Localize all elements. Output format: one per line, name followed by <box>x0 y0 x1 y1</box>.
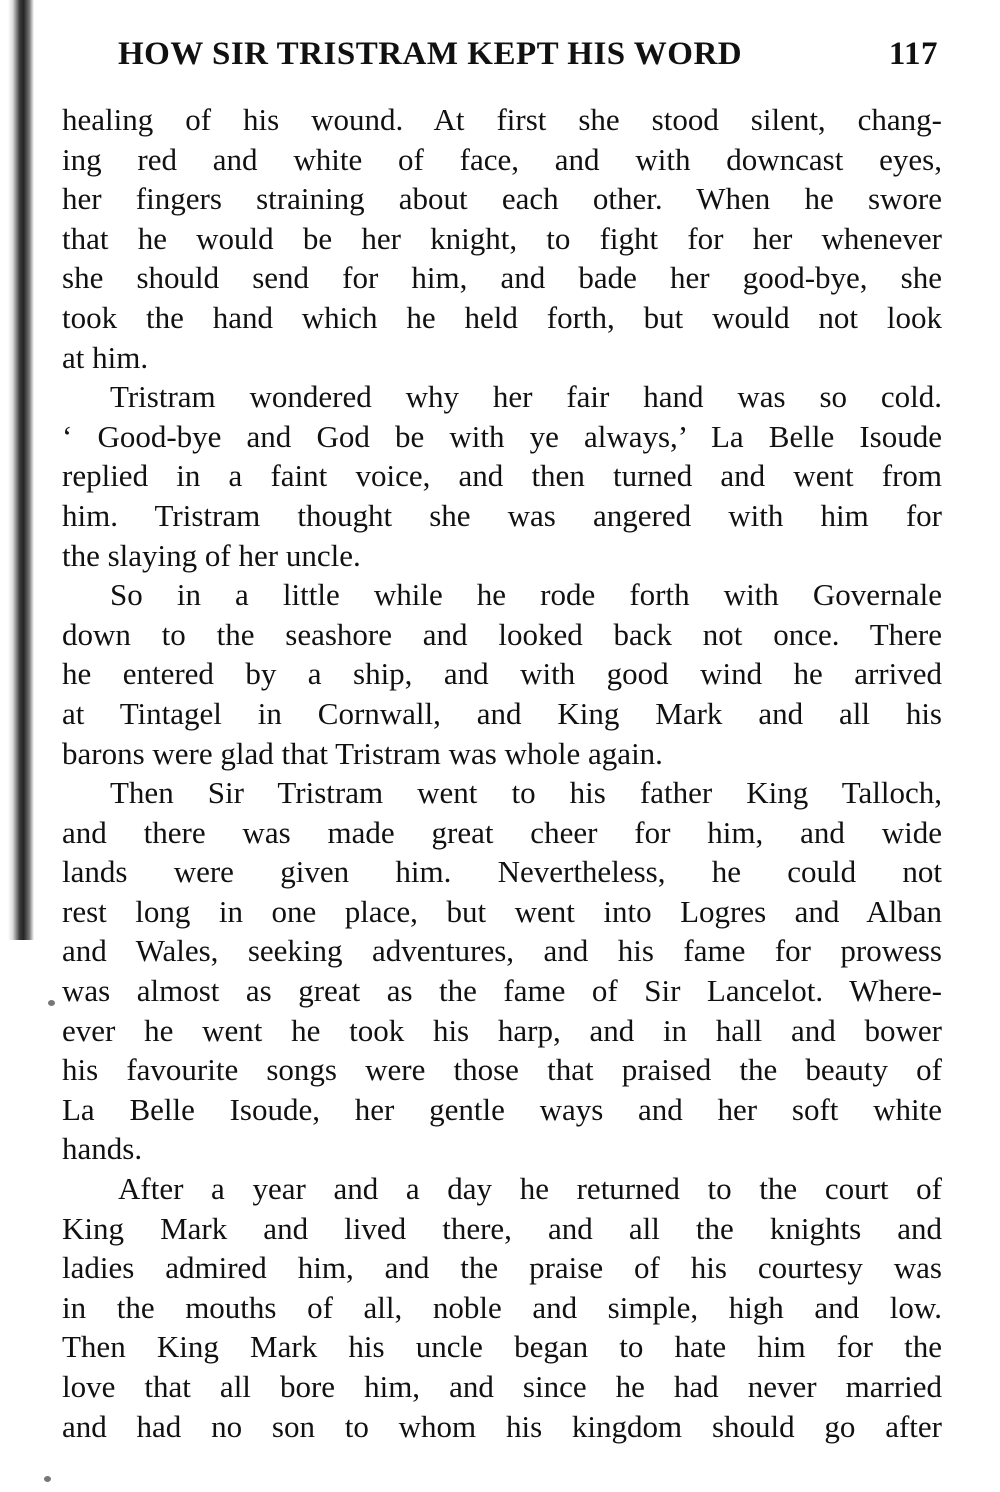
body-text <box>62 100 942 1446</box>
text-line: replied in a faint voice, and then turned and went from <box>62 458 942 494</box>
text-line: at him. <box>62 339 149 375</box>
text-line: barons were glad that Tristram was whole again. <box>62 735 663 771</box>
text-line: Tristram wondered why her fair hand was so cold. <box>110 379 942 415</box>
text-line: and had no son to whom his kingdom should go after <box>62 1408 942 1444</box>
text-line: at Tintagel in Cornwall, and King Mark and all his <box>62 695 942 731</box>
text-line: healing of his wound. At first she stood silent, chang- <box>62 102 942 137</box>
text-line: King Mark and lived there, and all the knights and <box>62 1210 942 1246</box>
binding-gutter <box>8 0 34 940</box>
gutter-speck <box>48 1000 55 1006</box>
text-line: was almost as great as the fame of Sir Lancelot. Where- <box>62 973 942 1009</box>
running-head <box>118 36 938 80</box>
text-line: him. Tristram thought she was angered with him for <box>62 497 942 533</box>
text-line: ladies admired him, and the praise of his courtesy was <box>62 1250 942 1286</box>
text-line: rest long in one place, but went into Logres and Alban <box>62 893 942 929</box>
text-line: love that all bore him, and since he had never married <box>62 1369 942 1404</box>
text-line: her fingers straining about each other. When he swore <box>62 181 942 217</box>
text-line: After a year and a day he returned to the court of <box>118 1171 942 1207</box>
text-line: down to the seashore and looked back not once. There <box>62 616 942 652</box>
text-line: La Belle Isoude, her gentle ways and her soft white <box>62 1091 942 1127</box>
text-line: took the hand which he held forth, but would not look <box>62 299 942 335</box>
text-line: the slaying of her uncle. <box>62 537 361 573</box>
gutter-speck <box>44 1476 51 1482</box>
text-line: ever he went he took his harp, and in hall and bower <box>62 1012 942 1048</box>
page-number: 117 <box>888 36 938 72</box>
text-line: ing red and white of face, and with downcast eyes, <box>62 141 942 177</box>
chapter-title: HOW SIR TRISTRAM KEPT HIS WORD <box>118 36 743 72</box>
text-line: Then Sir Tristram went to his father King Talloch, <box>110 775 942 811</box>
text-line: he entered by a ship, and with good wind he arrived <box>62 656 942 692</box>
text-line: that he would be her knight, to fight for her whenever <box>62 220 942 256</box>
text-line: ‘ Good-bye and God be with ye always,’ La Belle Isoude <box>62 418 942 454</box>
text-line: and there was made great cheer for him, and wide <box>62 814 942 850</box>
text-line: hands. <box>62 1131 143 1167</box>
text-line: Then King Mark his uncle began to hate him for the <box>62 1329 942 1365</box>
text-line: his favourite songs were those that praised the beauty of <box>62 1052 942 1088</box>
text-line: lands were given him. Nevertheless, he could not <box>62 854 942 890</box>
text-line: she should send for him, and bade her good-bye, she <box>62 260 942 296</box>
text-line: in the mouths of all, noble and simple, high and low. <box>62 1289 942 1325</box>
text-line: and Wales, seeking adventures, and his fame for prowess <box>62 933 942 969</box>
text-line: So in a little while he rode forth with Governale <box>110 577 942 613</box>
